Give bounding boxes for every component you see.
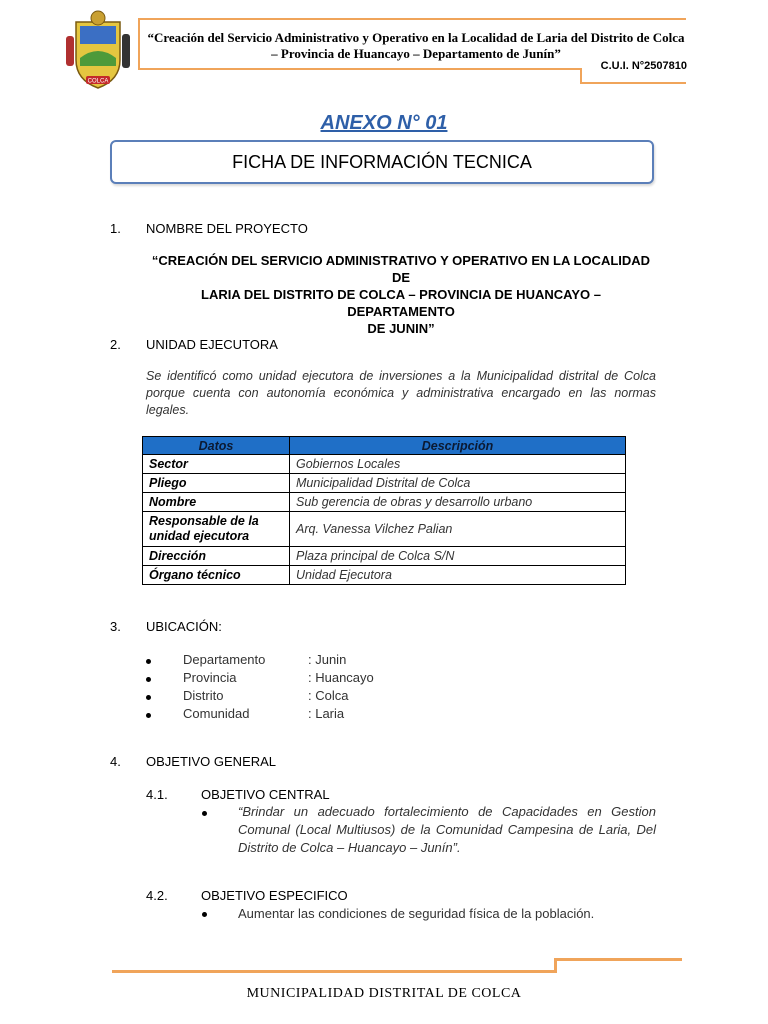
- table-row: [143, 455, 626, 474]
- ubicacion-label: Provincia: [183, 670, 237, 685]
- subsection-4-2-number: 4.2.: [146, 888, 168, 903]
- unidad-ejecutora-paragraph: Se identificó como unidad ejecutora de inversiones a la Municipalidad distrital de Colca porque cuenta con autonomía económica y administrativa encargado en las normas legales.: [146, 369, 656, 417]
- table-cell-value: Plaza principal de Colca S/N: [290, 547, 626, 566]
- table-cell-value: Municipalidad Distrital de Colca: [290, 474, 626, 493]
- table-cell-value: Unidad Ejecutora: [290, 566, 626, 585]
- project-name: [146, 252, 656, 337]
- table-header-datos: Datos: [143, 437, 290, 455]
- bullet-icon: [146, 659, 151, 664]
- header-border-left: [138, 18, 140, 70]
- table-cell-value: Gobiernos Locales: [290, 455, 626, 474]
- header-title-line1: “Creación del Servicio Administrativo y Operativo en la Localidad de Laria del Distrito de Colca: [147, 30, 685, 45]
- section-4-number: 4.: [110, 754, 121, 769]
- ubicacion-label: Distrito: [183, 688, 224, 703]
- objetivo-central-text: “Brindar un adecuado fortalecimiento de Capacidades en Gestion Comunal (Local Multiusos) de la Comunidad Campesina de Laria, Del Distrito de Colca – Huancayo – Junín”.: [238, 804, 656, 855]
- table-row: [143, 566, 626, 585]
- header-border-bottom: [138, 68, 582, 70]
- table-cell-key: Sector: [143, 455, 290, 474]
- subsection-4-1-title: OBJETIVO CENTRAL: [201, 787, 330, 802]
- table-header-descripcion: Descripción: [290, 437, 626, 455]
- section-3-title: UBICACIÓN:: [146, 619, 222, 634]
- datos-table: [142, 436, 626, 585]
- section-3-number: 3.: [110, 619, 121, 634]
- table-cell-value: Sub gerencia de obras y desarrollo urbano: [290, 493, 626, 512]
- table-row: [143, 512, 626, 547]
- table-cell-key: Pliego: [143, 474, 290, 493]
- section-2-title: UNIDAD EJECUTORA: [146, 337, 278, 352]
- table-row: [143, 474, 626, 493]
- bullet-icon: [202, 912, 207, 917]
- ubicacion-label: Departamento: [183, 652, 266, 667]
- table-row: [143, 547, 626, 566]
- bullet-icon: [146, 713, 151, 718]
- ubicacion-label: Comunidad: [183, 706, 250, 721]
- header-border-top: [138, 18, 686, 20]
- section-1-number: 1.: [110, 221, 121, 236]
- section-4-title: OBJETIVO GENERAL: [146, 754, 277, 769]
- project-name-line2: LARIA DEL DISTRITO DE COLCA – PROVINCIA DE HUANCAYO – DEPARTAMENTO: [201, 287, 601, 319]
- table-cell-value: Arq. Vanessa Vilchez Palian: [290, 512, 626, 547]
- ficha-title: FICHA DE INFORMACIÓN TECNICA: [232, 152, 532, 172]
- annex-title: ANEXO N° 01: [320, 112, 448, 134]
- table-row: [143, 493, 626, 512]
- subsection-4-2-title: OBJETIVO ESPECIFICO: [201, 888, 348, 903]
- bullet-icon: [146, 677, 151, 682]
- table-header-row: [143, 437, 626, 455]
- project-name-line1: “CREACIÓN DEL SERVICIO ADMINISTRATIVO Y OPERATIVO EN LA LOCALIDAD DE: [151, 253, 651, 285]
- header-title-line2: – Provincia de Huancayo – Departamento de Junín”: [271, 46, 561, 61]
- cui-code: C.U.I. N°2507810: [600, 60, 687, 72]
- ubicacion-value: : Junin: [308, 652, 347, 667]
- ubicacion-value: : Colca: [308, 688, 349, 703]
- header-title: [146, 30, 686, 62]
- bullet-icon: [202, 811, 207, 816]
- table-cell-key: Dirección: [143, 547, 290, 566]
- footer-text: MUNICIPALIDAD DISTRITAL DE COLCA: [246, 986, 522, 1001]
- table-cell-key: Órgano técnico: [143, 566, 290, 585]
- ubicacion-value: : Huancayo: [308, 670, 374, 685]
- municipal-crest-logo: [62, 8, 134, 92]
- svg-text:COLCA: COLCA: [87, 78, 109, 85]
- section-2-number: 2.: [110, 337, 121, 352]
- section-1-title: NOMBRE DEL PROYECTO: [146, 221, 308, 236]
- table-cell-key: Nombre: [143, 493, 290, 512]
- footer-border-right: [554, 958, 682, 961]
- table-cell-key: Responsable de la unidad ejecutora: [143, 512, 290, 547]
- ubicacion-value: : Laria: [308, 706, 345, 721]
- footer-border: [112, 970, 556, 973]
- objetivo-especifico-text: Aumentar las condiciones de seguridad física de la población.: [238, 906, 595, 921]
- header-border-bottom-right: [580, 82, 686, 84]
- subsection-4-1-number: 4.1.: [146, 787, 168, 802]
- project-name-line3: DE JUNIN”: [367, 321, 435, 336]
- bullet-icon: [146, 695, 151, 700]
